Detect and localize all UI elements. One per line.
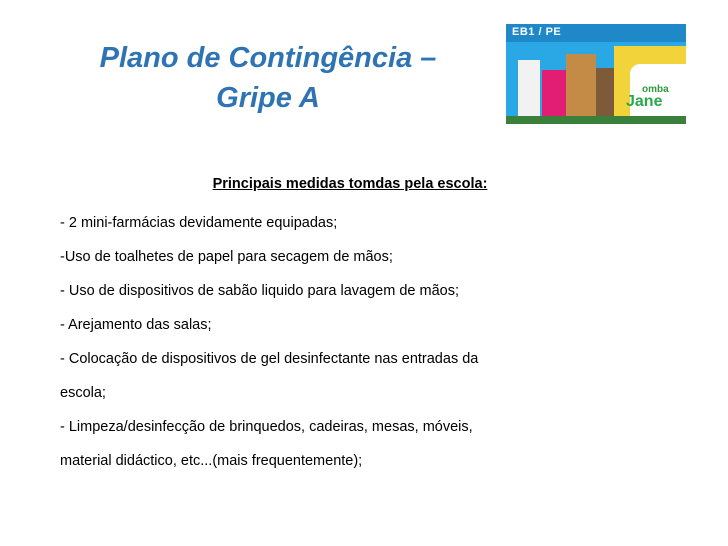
school-logo bbox=[506, 24, 686, 124]
slide-title-line-2: Gripe A bbox=[216, 82, 320, 114]
measure-line-7: - Limpeza/desinfecção de brinquedos, cadeiras, mesas, móveis, bbox=[60, 419, 473, 435]
logo-brand bbox=[608, 84, 669, 108]
slide-title-line-1: Plano de Contingência – bbox=[99, 42, 437, 74]
logo-brand-small: omba bbox=[642, 84, 669, 95]
measures-heading: Principais medidas tomdas pela escola: bbox=[212, 176, 488, 192]
measure-line-2: -Uso de toalhetes de papel para secagem de mãos; bbox=[60, 249, 393, 265]
measure-line-3: - Uso de dispositivos de sabão liquido para lavagem de mãos; bbox=[60, 283, 459, 299]
measure-line-5: - Colocação de dispositivos de gel desinfectante nas entradas da bbox=[60, 351, 479, 367]
measure-line-6: escola; bbox=[60, 385, 106, 401]
logo-brand-big: Jane bbox=[626, 93, 663, 110]
measures-list bbox=[60, 206, 620, 478]
measure-line-8: material didáctico, etc...(mais frequentemente); bbox=[60, 453, 363, 469]
slide-title bbox=[58, 38, 478, 118]
measure-line-4: - Arejamento das salas; bbox=[60, 317, 212, 333]
logo-tag: EB1 / PE bbox=[512, 26, 562, 38]
measure-line-1: - 2 mini-farmácias devidamente equipadas; bbox=[60, 215, 338, 231]
